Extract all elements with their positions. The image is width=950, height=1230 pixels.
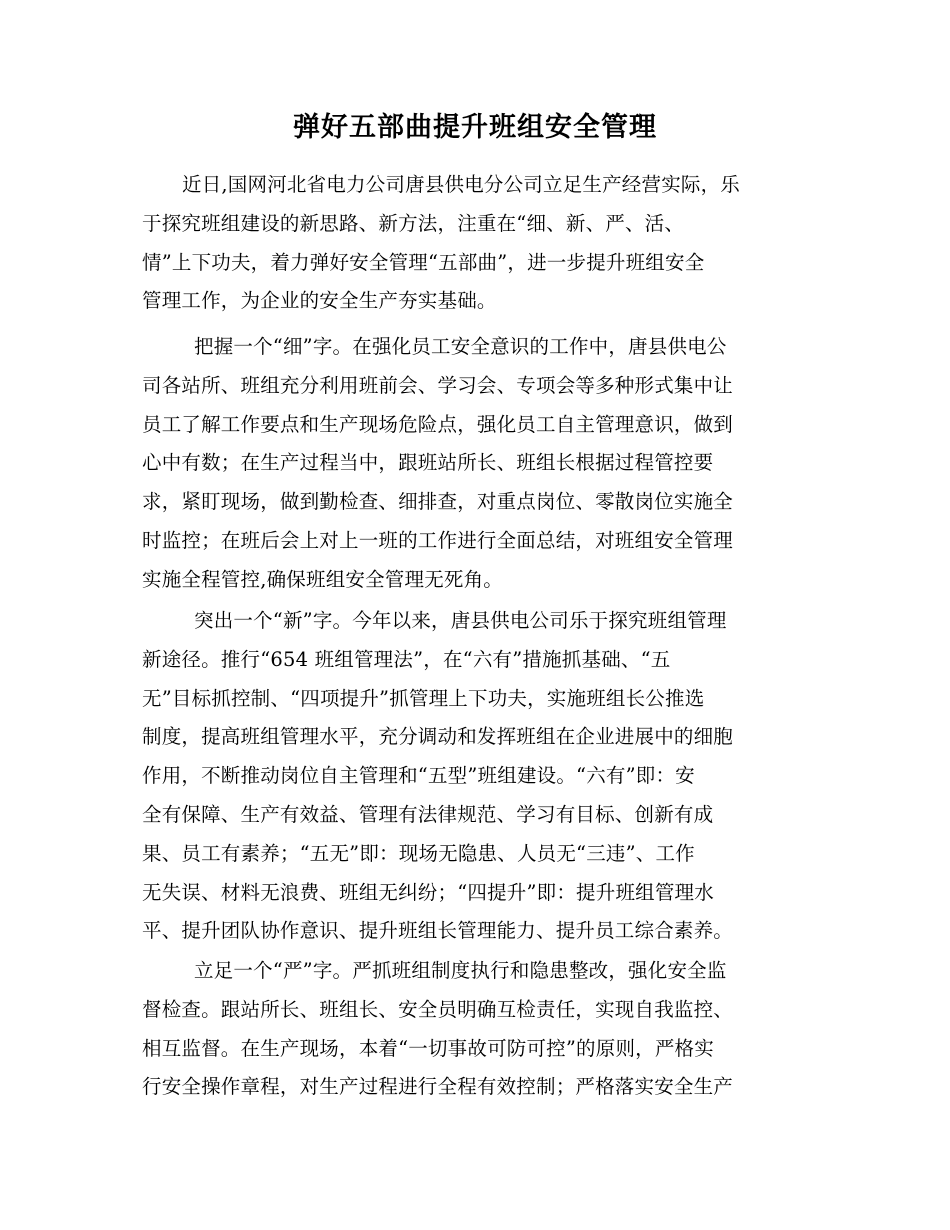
paragraph-line: 作用，不断推动岗位自主管理和“五型”班组建设。“六有”即：安 [142, 764, 695, 788]
paragraph-line: 新途径。推行“654 班组管理法”，在“六有”措施抓基础、“五 [142, 647, 671, 671]
paragraph-strict [142, 952, 808, 1107]
paragraph-innovation [142, 602, 808, 951]
paragraph-line: 员工了解工作要点和生产现场危险点，强化员工自主管理意识，做到 [142, 412, 734, 436]
paragraph-line: 无失误、材料无浪费、班组无纠纷；“四提升”即：提升班组管理水 [142, 880, 714, 904]
paragraph-line: 全有保障、生产有效益、管理有法律规范、学习有目标、创新有成 [142, 802, 714, 826]
paragraph-line: 督检查。跟站所长、班组长、安全员明确互检责任，实现自我监控、 [142, 997, 734, 1021]
paragraph-line: 司各站所、班组充分利用班前会、学习会、专项会等多种形式集中让 [142, 373, 734, 397]
paragraph-line: 制度，提高班组管理水平，充分调动和发挥班组在企业进展中的细胞 [142, 725, 734, 749]
paragraph-line: 突出一个“新”字。今年以来，唐县供电公司乐于探究班组管理 [194, 609, 727, 632]
paragraph-line: 实施全程管控,确保班组安全管理无死角。 [142, 567, 503, 591]
paragraph-line: 管理工作，为企业的安全生产夯实基础。 [142, 289, 497, 313]
paragraph-line: 立足一个“严”字。严抓班组制度执行和隐患整改，强化安全监 [194, 959, 727, 982]
paragraph-line: 近日,国网河北省电力公司唐县供电分公司立足生产经营实际，乐 [182, 173, 740, 196]
paragraph-line: 时监控；在班后会上对上一班的工作进行全面总结，对班组安全管理 [142, 528, 734, 552]
paragraph-intro [142, 166, 808, 321]
paragraph-line: 于探究班组建设的新思路、新方法，注重在“细、新、严、活、 [142, 211, 685, 235]
paragraph-line: 情”上下功夫，着力弹好安全管理“五部曲”，进一步提升班组安全 [142, 250, 705, 274]
page-title: 弹好五部曲提升班组安全管理 [293, 112, 657, 143]
paragraph-line: 相互监督。在生产现场，本着“一切事故可防可控”的原则，严格实 [142, 1036, 714, 1060]
paragraph-line: 无”目标抓控制、“四项提升”抓管理上下功夫，实施班组长公推选 [142, 686, 705, 710]
paragraph-detail [142, 328, 808, 600]
paragraph-line: 心中有数；在生产过程当中，跟班站所长、班组长根据过程管控要 [142, 451, 714, 475]
paragraph-line: 把握一个“细”字。在强化员工安全意识的工作中，唐县供电公 [194, 335, 727, 358]
paragraph-line: 行安全操作章程，对生产过程进行全程有效控制；严格落实安全生产 [142, 1075, 734, 1099]
paragraph-line: 平、提升团队协作意识、提升班组长管理能力、提升员工综合素养。 [142, 919, 734, 943]
paragraph-line: 求，紧盯现场，做到勤检查、细排查，对重点岗位、零散岗位实施全 [142, 490, 734, 514]
paragraph-line: 果、员工有素养；“五无”即：现场无隐患、人员无“三违”、工作 [142, 841, 695, 865]
